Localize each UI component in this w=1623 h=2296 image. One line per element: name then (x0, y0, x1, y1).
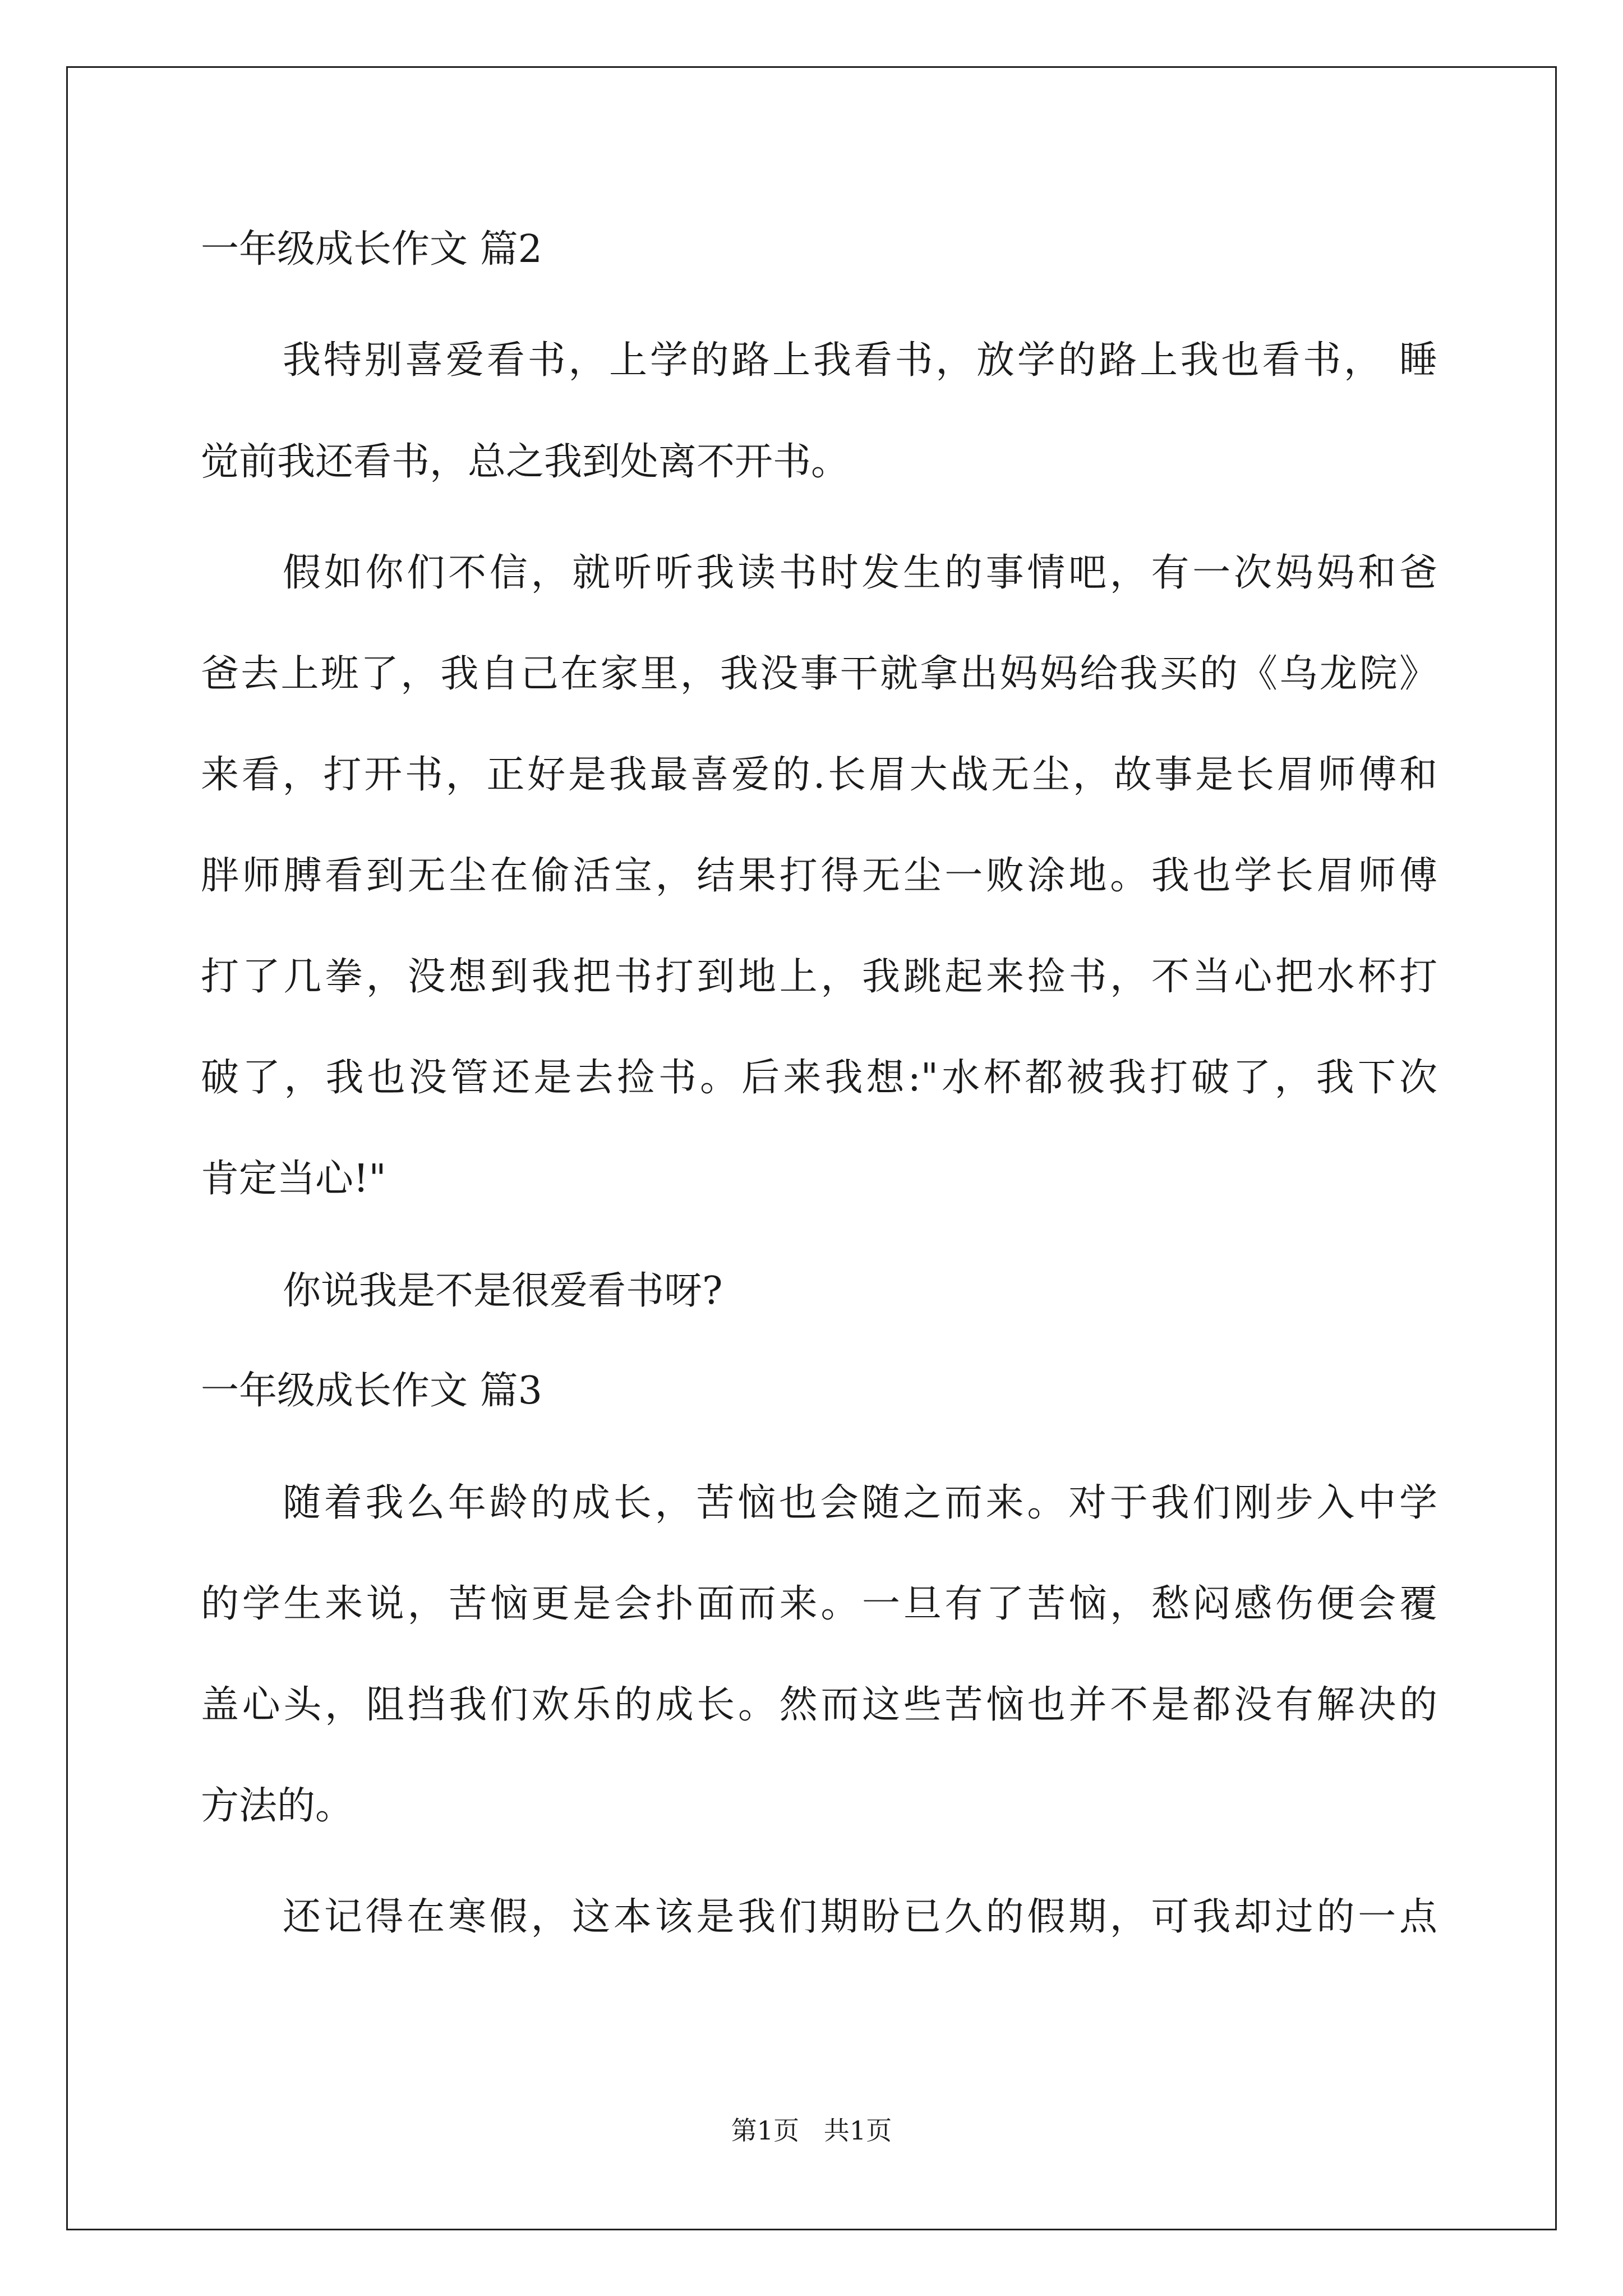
paragraph-line: 我特别喜爱看书，上学的路上我看书，放学的路上我也看书， 睡 (283, 338, 1437, 383)
section-heading: 一年级成长作文 篇3 (201, 1369, 542, 1413)
paragraph-line: 破了，我也没管还是去捡书。后来我想:"水杯都被我打破了，我下次 (201, 1056, 1437, 1100)
paragraph-line: 打了几拳，没想到我把书打到地上，我跳起来捡书，不当心把水杯打 (201, 955, 1437, 999)
paragraph-line: 还记得在寒假，这本该是我们期盼已久的假期，可我却过的一点 (283, 1895, 1437, 1939)
paragraph-line: 你说我是不是很爱看书呀? (283, 1269, 723, 1313)
paragraph-line: 胖师膊看到无尘在偷活宝，结果打得无尘一败涂地。我也学长眉师傅 (201, 854, 1437, 898)
paragraph-line: 觉前我还看书，总之我到处离不开书。 (201, 440, 850, 484)
paragraph-line: 假如你们不信，就听听我读书时发生的事情吧，有一次妈妈和爸 (283, 551, 1437, 595)
paragraph-line: 方法的。 (201, 1784, 354, 1828)
paragraph-line: 随着我么年龄的成长，苦恼也会随之而来。对于我们刚步入中学 (283, 1481, 1437, 1525)
paragraph-line: 的学生来说，苦恼更是会扑面而来。一旦有了苦恼，愁闷感伤便会覆 (201, 1582, 1437, 1626)
section-heading: 一年级成长作文 篇2 (201, 227, 542, 272)
paragraph-line: 爸去上班了，我自己在家里，我没事干就拿出妈妈给我买的《乌龙院》 (201, 652, 1437, 696)
paragraph-line: 肯定当心!" (201, 1157, 386, 1201)
paragraph-line: 来看，打开书，正好是我最喜爱的.长眉大战无尘，故事是长眉师傅和 (201, 753, 1437, 797)
page-footer: 第1页 共1页 (731, 2115, 892, 2146)
paragraph-line: 盖心头，阻挡我们欢乐的成长。然而这些苦恼也并不是都没有解决的 (201, 1683, 1437, 1727)
